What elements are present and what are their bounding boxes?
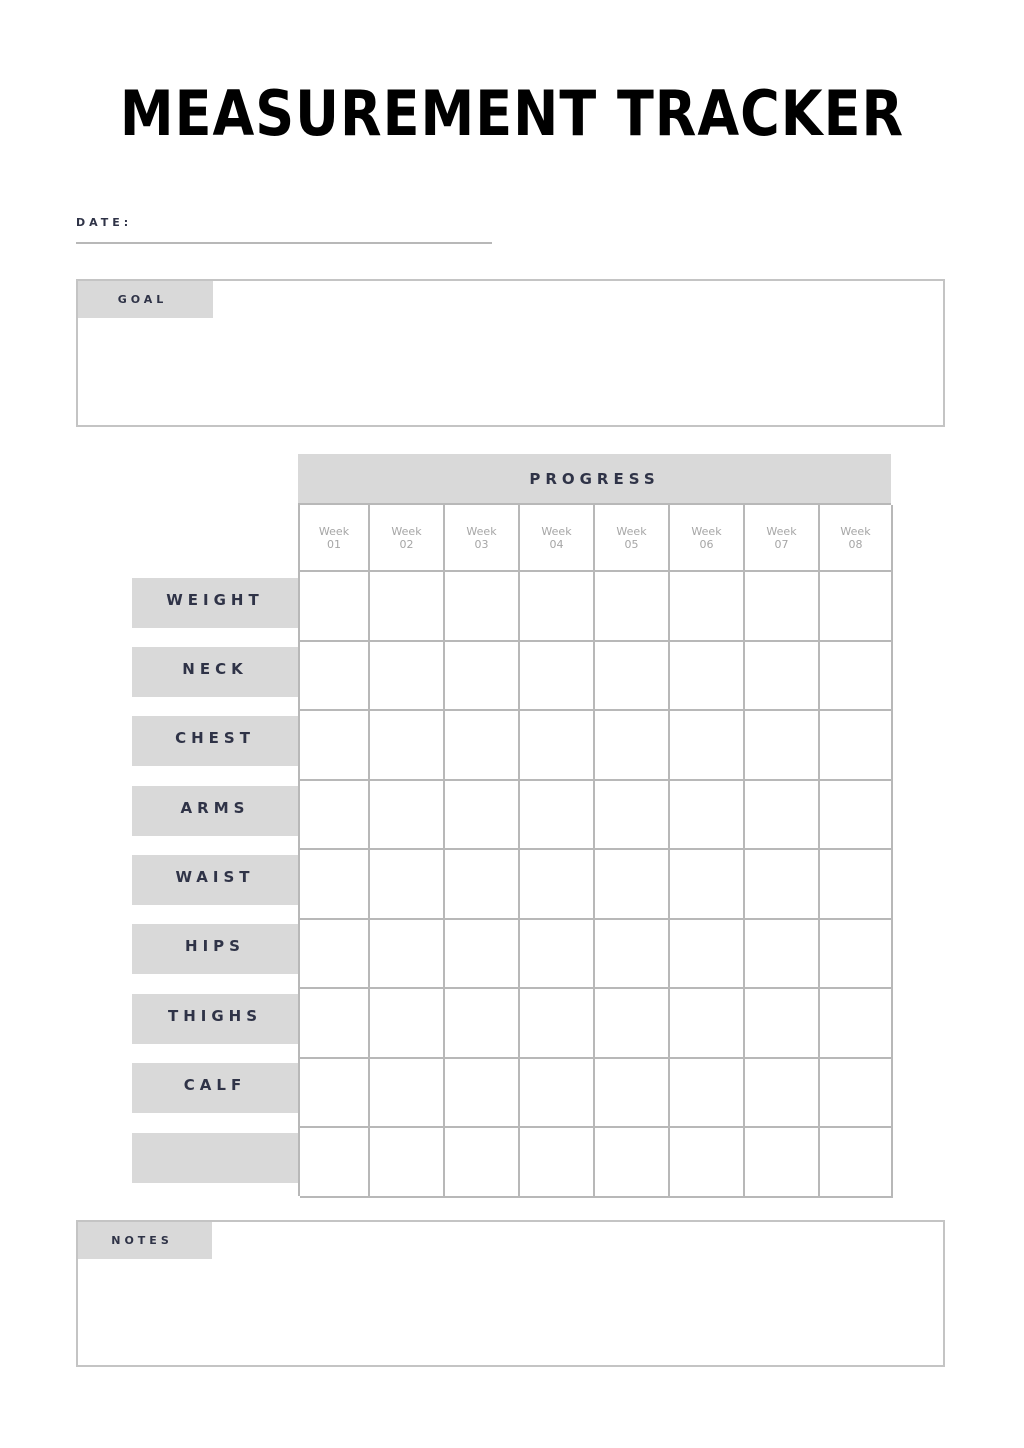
entry-cell[interactable] xyxy=(745,1059,820,1129)
entry-cell[interactable] xyxy=(595,989,670,1059)
entry-cell[interactable] xyxy=(445,572,520,642)
notes-tab xyxy=(78,1222,212,1259)
entry-cell[interactable] xyxy=(745,850,820,920)
entry-cell[interactable] xyxy=(370,781,445,851)
row-label-hips: HIPS xyxy=(132,924,298,974)
entry-cell[interactable] xyxy=(745,920,820,990)
entry-cell[interactable] xyxy=(670,572,745,642)
entry-cell[interactable] xyxy=(820,711,893,781)
page-title: MEASUREMENT TRACKER xyxy=(119,77,905,150)
week-number: 07 xyxy=(774,538,789,551)
row-label-weight: WEIGHT xyxy=(132,578,298,628)
entry-cell[interactable] xyxy=(300,1128,370,1198)
week-word: Week xyxy=(318,525,350,538)
row-label-thighs: THIGHS xyxy=(132,994,298,1044)
entry-cell[interactable] xyxy=(520,642,595,712)
entry-cell[interactable] xyxy=(745,572,820,642)
entry-cell[interactable] xyxy=(300,642,370,712)
entry-cell[interactable] xyxy=(445,781,520,851)
entry-cell[interactable] xyxy=(745,989,820,1059)
entry-cell[interactable] xyxy=(370,920,445,990)
row-label-neck: NECK xyxy=(132,647,298,697)
entry-cell[interactable] xyxy=(820,920,893,990)
entry-cell[interactable] xyxy=(300,920,370,990)
week-number: 03 xyxy=(474,538,489,551)
entry-cell[interactable] xyxy=(520,1059,595,1129)
goal-box[interactable] xyxy=(76,279,945,427)
week-header-7 xyxy=(745,505,820,572)
entry-cell[interactable] xyxy=(820,642,893,712)
entry-cell[interactable] xyxy=(595,850,670,920)
week-number: 08 xyxy=(848,538,863,551)
entry-cell[interactable] xyxy=(670,711,745,781)
entry-cell[interactable] xyxy=(445,850,520,920)
entry-cell[interactable] xyxy=(370,572,445,642)
entry-cell[interactable] xyxy=(520,920,595,990)
week-word: Week xyxy=(466,525,497,538)
entry-cell[interactable] xyxy=(445,989,520,1059)
week-word: Week xyxy=(766,525,797,538)
entry-cell[interactable] xyxy=(670,1128,745,1198)
entry-cell[interactable] xyxy=(445,1059,520,1129)
entry-cell[interactable] xyxy=(820,572,893,642)
entry-cell[interactable] xyxy=(300,989,370,1059)
progress-grid xyxy=(298,503,891,1196)
entry-cell[interactable] xyxy=(670,920,745,990)
row-label-blank xyxy=(132,1133,298,1183)
entry-cell[interactable] xyxy=(595,1128,670,1198)
entry-cell[interactable] xyxy=(370,989,445,1059)
entry-cell[interactable] xyxy=(670,1059,745,1129)
entry-cell[interactable] xyxy=(820,989,893,1059)
week-number: 06 xyxy=(699,538,714,551)
week-word: Week xyxy=(616,525,647,538)
entry-cell[interactable] xyxy=(820,1128,893,1198)
entry-cell[interactable] xyxy=(595,572,670,642)
entry-cell[interactable] xyxy=(445,1128,520,1198)
row-label-waist: WAIST xyxy=(132,855,298,905)
entry-cell[interactable] xyxy=(520,572,595,642)
entry-cell[interactable] xyxy=(370,850,445,920)
entry-cell[interactable] xyxy=(445,711,520,781)
goal-tab xyxy=(78,281,213,318)
entry-cell[interactable] xyxy=(300,1059,370,1129)
entry-cell[interactable] xyxy=(520,1128,595,1198)
date-input-line[interactable] xyxy=(76,242,492,244)
row-label-calf: CALF xyxy=(132,1063,298,1113)
week-header-2 xyxy=(370,505,445,572)
entry-cell[interactable] xyxy=(300,850,370,920)
entry-cell[interactable] xyxy=(370,642,445,712)
entry-cell[interactable] xyxy=(745,711,820,781)
week-number: 04 xyxy=(549,538,564,551)
date-label: DATE: xyxy=(76,216,133,229)
progress-header xyxy=(298,454,891,503)
week-header-8 xyxy=(820,505,893,572)
entry-cell[interactable] xyxy=(370,1059,445,1129)
entry-cell[interactable] xyxy=(745,781,820,851)
week-word: Week xyxy=(391,525,422,538)
goal-label: GOAL xyxy=(117,293,168,306)
entry-cell[interactable] xyxy=(520,989,595,1059)
week-header-6 xyxy=(670,505,745,572)
progress-label: PROGRESS xyxy=(529,469,660,488)
entry-cell[interactable] xyxy=(670,850,745,920)
entry-cell[interactable] xyxy=(670,989,745,1059)
week-header-3 xyxy=(445,505,520,572)
week-word: Week xyxy=(691,525,722,538)
week-header-1 xyxy=(300,505,370,572)
week-header-4 xyxy=(520,505,595,572)
week-number: 02 xyxy=(399,538,414,551)
entry-cell[interactable] xyxy=(670,642,745,712)
entry-cell[interactable] xyxy=(370,711,445,781)
row-label-chest: CHEST xyxy=(132,716,298,766)
entry-cell[interactable] xyxy=(520,711,595,781)
entry-cell[interactable] xyxy=(520,850,595,920)
notes-label: NOTES xyxy=(111,1234,173,1247)
notes-box[interactable] xyxy=(76,1220,945,1367)
week-header-5 xyxy=(595,505,670,572)
entry-cell[interactable] xyxy=(595,920,670,990)
week-word: Week xyxy=(541,525,572,538)
week-word: Week xyxy=(840,525,871,538)
entry-cell[interactable] xyxy=(820,1059,893,1129)
entry-cell[interactable] xyxy=(670,781,745,851)
entry-cell[interactable] xyxy=(745,1128,820,1198)
entry-cell[interactable] xyxy=(300,572,370,642)
entry-cell[interactable] xyxy=(745,642,820,712)
entry-cell[interactable] xyxy=(520,781,595,851)
entry-cell[interactable] xyxy=(300,781,370,851)
entry-cell[interactable] xyxy=(445,642,520,712)
week-number: 01 xyxy=(327,538,341,551)
row-label-arms: ARMS xyxy=(132,786,298,836)
entry-cell[interactable] xyxy=(445,920,520,990)
entry-cell[interactable] xyxy=(820,850,893,920)
entry-cell[interactable] xyxy=(595,711,670,781)
entry-cell[interactable] xyxy=(595,642,670,712)
entry-cell[interactable] xyxy=(370,1128,445,1198)
entry-cell[interactable] xyxy=(595,1059,670,1129)
entry-cell[interactable] xyxy=(300,711,370,781)
entry-cell[interactable] xyxy=(595,781,670,851)
entry-cell[interactable] xyxy=(820,781,893,851)
week-number: 05 xyxy=(624,538,639,551)
